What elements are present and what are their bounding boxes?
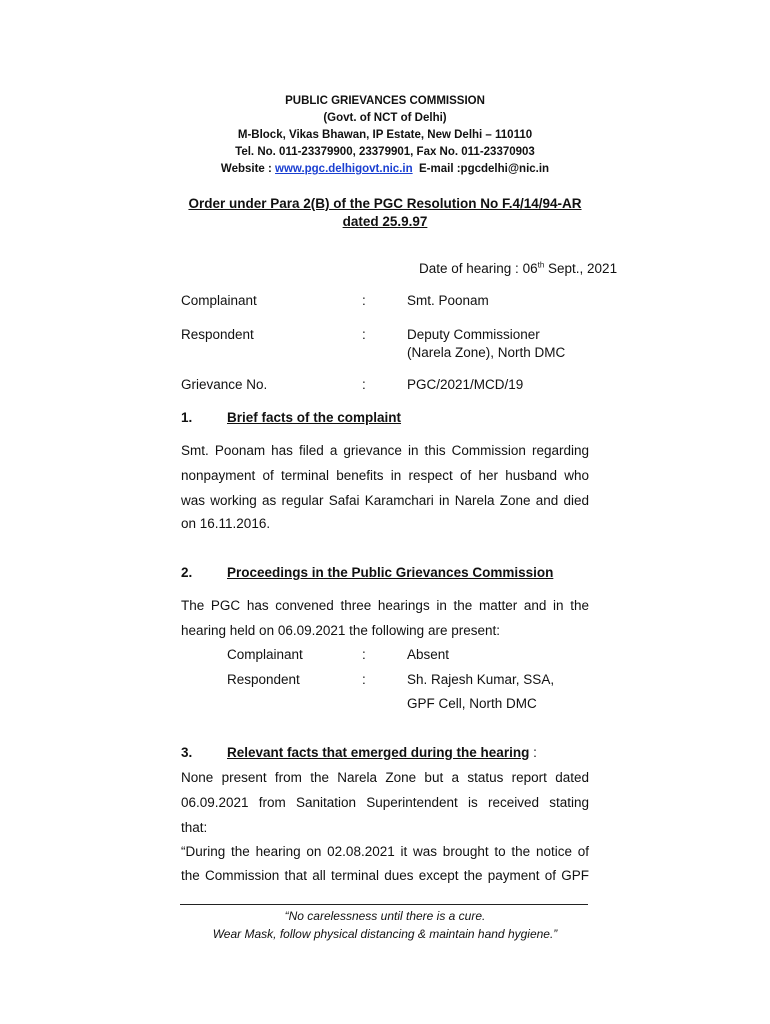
colon: : <box>362 293 366 308</box>
section-1-line: nonpayment of terminal benefits in respect of her husband who <box>181 468 589 483</box>
colon: : <box>362 377 366 392</box>
section-3-line: that: <box>181 820 208 835</box>
complainant-value: Smt. Poonam <box>407 293 489 308</box>
respondent-label: Respondent <box>181 327 254 342</box>
section-1-line: on 16.11.2016. <box>181 516 271 531</box>
footer-line-2: Wear Mask, follow physical distancing & maintain hand hygiene.” <box>212 927 558 941</box>
footer-line-1: “No carelessness until there is a cure. <box>284 909 486 923</box>
section-2-heading: Proceedings in the Public Grievances Commission <box>227 565 554 580</box>
section-1-number: 1. <box>181 410 193 425</box>
section-1-heading: Brief facts of the complaint <box>227 410 402 425</box>
website-label: Website : <box>220 163 276 175</box>
email-text: E-mail :pgcdelhi@nic.in <box>419 163 550 175</box>
footer-divider <box>180 904 588 905</box>
phone-line: Tel. No. 011-23379900, 23379901, Fax No. 011-23370903 <box>235 146 535 158</box>
colon: : <box>362 672 366 687</box>
section-3-line: None present from the Narela Zone but a status report dated <box>181 770 589 785</box>
respondent-value-line-1: Deputy Commissioner <box>407 327 540 342</box>
order-title-line-1: Order under Para 2(B) of the PGC Resolution No F.4/14/94-AR <box>188 196 582 211</box>
section-2-line: hearing held on 06.09.2021 the following are present: <box>181 623 500 638</box>
address-line: M-Block, Vikas Bhawan, IP Estate, New Delhi – 110110 <box>237 129 533 141</box>
colon: : <box>362 327 366 342</box>
section-3-heading: Relevant facts that emerged during the hearing <box>227 745 530 760</box>
present-respondent-value-line-1: Sh. Rajesh Kumar, SSA, <box>407 672 555 687</box>
section-1-line: was working as regular Safai Karamchari in Narela Zone and died <box>181 493 589 508</box>
present-complainant-label: Complainant <box>227 647 303 662</box>
section-2-line: The PGC has convened three hearings in the matter and in the <box>181 598 589 613</box>
section-3-heading-suffix: : <box>529 745 537 760</box>
grievance-label: Grievance No. <box>181 377 268 392</box>
present-complainant-value: Absent <box>407 647 450 662</box>
section-1-line: Smt. Poonam has filed a grievance in this Commission regarding <box>181 443 589 458</box>
section-3-line: “During the hearing on 02.08.2021 it was brought to the notice of <box>181 844 589 859</box>
section-3-line: 06.09.2021 from Sanitation Superintendent is received stating <box>181 795 589 810</box>
present-respondent-value-line-2: GPF Cell, North DMC <box>407 696 537 711</box>
order-title-line-2: dated 25.9.97 <box>342 214 428 229</box>
present-respondent-label: Respondent <box>227 672 300 687</box>
hearing-date: Date of hearing : 06th Sept., 2021 <box>419 260 618 276</box>
section-2-number: 2. <box>181 565 193 580</box>
section-3-heading-wrap <box>227 745 537 760</box>
section-3-number: 3. <box>181 745 193 760</box>
govt-line: (Govt. of NCT of Delhi) <box>323 112 447 124</box>
section-3-line: the Commission that all terminal dues except the payment of GPF <box>181 868 589 883</box>
website-link[interactable]: www.pgc.delhigovt.nic.in <box>275 163 413 175</box>
complainant-label: Complainant <box>181 293 257 308</box>
respondent-value-line-2: (Narela Zone), North DMC <box>407 345 566 360</box>
colon: : <box>362 647 366 662</box>
org-name: PUBLIC GRIEVANCES COMMISSION <box>285 95 485 107</box>
grievance-value: PGC/2021/MCD/19 <box>407 377 524 392</box>
contact-line <box>0 163 770 175</box>
